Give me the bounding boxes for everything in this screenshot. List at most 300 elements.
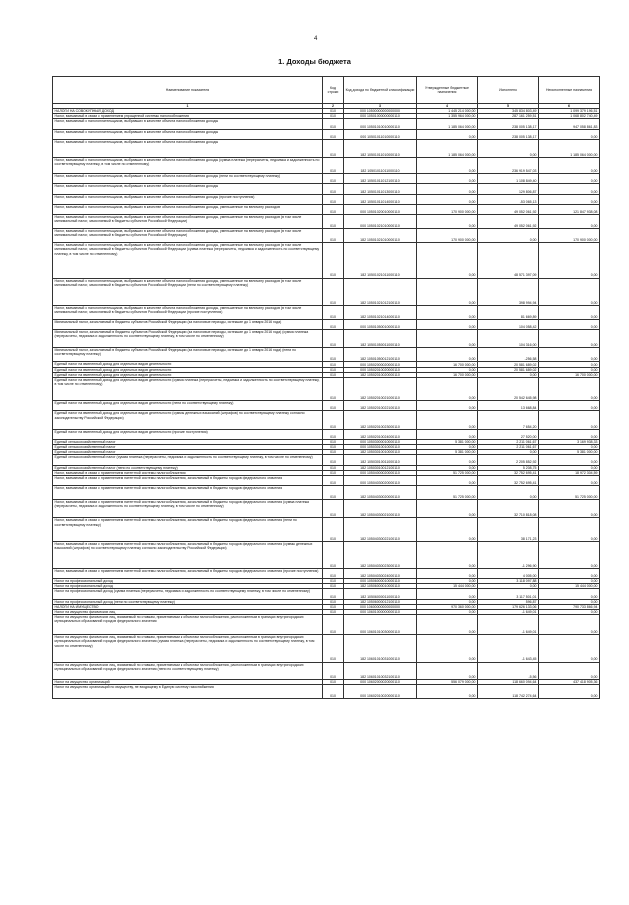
cell-unexecuted: 51 725 000,00 (539, 486, 600, 500)
cell-budget-code: 182 10506000012100110 (344, 599, 417, 604)
cell-line-code: 010 (323, 158, 344, 174)
cell-approved: 51 725 000,00 (417, 486, 478, 500)
cell-approved: 0,00 (417, 455, 478, 465)
table-row (53, 378, 600, 401)
cell-name: Налог, взимаемый в связи с применением патентной системы налогообложения (53, 470, 323, 475)
cell-approved: 1 445 214 000,00 (417, 109, 478, 114)
cell-line-code: 010 (323, 589, 344, 599)
cell-unexecuted: 0,00 (539, 278, 600, 305)
cell-unexecuted: 0,00 (539, 541, 600, 568)
cell-executed: 48 571 397,09 (478, 243, 539, 278)
col-header-code: Код строки (323, 77, 344, 104)
cell-unexecuted: 0,00 (539, 184, 600, 194)
cell-budget-code: 182 10501021012100110 (344, 278, 417, 305)
cell-name: Единый сельскохозяйственный налог (53, 450, 323, 455)
cell-executed: 5 208,75 (478, 465, 539, 470)
cell-approved: 970 360 000,00 (417, 604, 478, 609)
table-row (53, 174, 600, 184)
cell-executed: 0,00 (478, 450, 539, 455)
cell-executed: 32 752 695,41 (478, 470, 539, 475)
cell-unexecuted: 0,00 (539, 662, 600, 679)
cell-approved: 0,00 (417, 465, 478, 470)
cell-approved: 0,00 (417, 635, 478, 662)
cell-approved: 0,00 (417, 662, 478, 679)
cell-name: Минимальный налог, зачисляемый в бюджеты субъектов Российской Федерации (за налоговые периоды, истекшие до 1 января 2016 года) (пени по соответствующему платежу) (53, 348, 323, 362)
cell-budget-code: 000 10501000000000110 (344, 114, 417, 119)
table-row (53, 568, 600, 578)
cell-budget-code: 182 10501021011000110 (344, 243, 417, 278)
table-row (53, 214, 600, 228)
cell-executed: 3 117 501,01 (478, 589, 539, 599)
cell-line-code: 010 (323, 450, 344, 455)
cell-approved: 170 900 000,00 (417, 204, 478, 214)
cell-executed: -1 296,90 (478, 541, 539, 568)
cell-approved: 0,00 (417, 278, 478, 305)
cell-budget-code: 182 10601010032100110 (344, 662, 417, 679)
cell-line-code: 010 (323, 541, 344, 568)
cell-budget-code: 000 10503010010000110 (344, 444, 417, 449)
page-number: 4 (314, 36, 318, 42)
cell-budget-code: 182 10504030022100110 (344, 518, 417, 541)
cell-budget-code: 182 10502010021000110 (344, 378, 417, 401)
cell-executed: 27 520,00 (478, 429, 539, 439)
cell-executed: 13 668,84 (478, 401, 539, 411)
col-number: 4 (417, 104, 478, 109)
cell-unexecuted: 121 847 938,08 (539, 204, 600, 214)
cell-name: Минимальный налог, зачисляемый в бюджеты субъектов Российской Федерации (за налоговые периоды, истекшие до 1 января 2016 года) (53, 319, 323, 329)
table-body (53, 109, 600, 699)
cell-line-code: 010 (323, 243, 344, 278)
cell-line-code: 010 (323, 679, 344, 684)
cell-executed: 0,00 (478, 372, 539, 377)
cell-unexecuted: 1 185 064 000,00 (539, 139, 600, 157)
table-row (53, 455, 600, 465)
cell-unexecuted: 1 068 802 740,49 (539, 114, 600, 119)
cell-unexecuted: 0,00 (539, 305, 600, 319)
col-header-bcode: Код дохода по бюджетной классификации (344, 77, 417, 104)
cell-budget-code: 000 10504030020000110 (344, 475, 417, 485)
cell-name: Налог на имущество физических лиц (53, 609, 323, 614)
cell-budget-code: 182 10503010010000110 (344, 450, 417, 455)
cell-line-code: 010 (323, 204, 344, 214)
cell-name: Налог, взимаемый с налогоплательщиков, выбравших в качестве объекта налогообложения доходы, уменьшенные на величину расходов (53, 204, 323, 214)
cell-line-code: 010 (323, 470, 344, 475)
table-row (53, 158, 600, 174)
cell-line-code: 010 (323, 367, 344, 372)
cell-approved: 0,00 (417, 444, 478, 449)
cell-budget-code: 182 10506000010000110 (344, 584, 417, 589)
cell-executed: -1 643,45 (478, 635, 539, 662)
cell-budget-code: 182 10504030021000110 (344, 500, 417, 518)
cell-budget-code: 182 10504030024000110 (344, 568, 417, 578)
cell-name: Единый налог на вмененный доход для отдельных видов деятельности (пени по соответствующему платежу) (53, 401, 323, 411)
cell-name: Налог, взимаемый с налогоплательщиков, выбравших в качестве объекта налогообложения доходы, уменьшенные на величину расходов (в том числе минимальный налог, зачисляемый в бюджеты субъектов Российской Федерации (прочие поступления) (53, 305, 323, 319)
cell-name: Налог на профессиональный доход (53, 584, 323, 589)
col-number: 3 (344, 104, 417, 109)
cell-budget-code: 000 10501010010000110 (344, 119, 417, 129)
cell-unexecuted: 0,00 (539, 378, 600, 401)
cell-name: Единый налог на вмененный доход для отдельных видов деятельности (суммы денежных взысканий (штрафов) по соответствующему платежу согласно законодательству Российской Федерации) (53, 411, 323, 429)
cell-unexecuted: 0,00 (539, 518, 600, 541)
cell-executed: 345 834 803,49 (478, 109, 539, 114)
cell-budget-code: 182 10501011013000110 (344, 184, 417, 194)
cell-budget-code: 182 10502010023000110 (344, 411, 417, 429)
cell-unexecuted: 0,00 (539, 429, 600, 439)
cell-name: Налог, взимаемый с налогоплательщиков, выбравших в качестве объекта налогообложения доходы (пени по соответствующему платежу) (53, 174, 323, 184)
table-row (53, 541, 600, 568)
cell-unexecuted: 0,00 (539, 214, 600, 228)
cell-line-code: 010 (323, 429, 344, 439)
cell-unexecuted: 0,00 (539, 500, 600, 518)
cell-name: Налог, взимаемый с налогоплательщиков, выбравших в качестве объекта налогообложения доходы (53, 139, 323, 157)
cell-executed: 398 994,94 (478, 278, 539, 305)
cell-executed: 3 118 097,88 (478, 579, 539, 584)
cell-executed: 7 654,20 (478, 411, 539, 429)
cell-approved: 170 900 000,00 (417, 229, 478, 243)
col-number: 2 (323, 104, 344, 109)
cell-executed: 38 171,23 (478, 518, 539, 541)
cell-budget-code: 182 10502010020000110 (344, 372, 417, 377)
cell-line-code: 010 (323, 319, 344, 329)
cell-line-code: 010 (323, 615, 344, 635)
cell-unexecuted: 0,00 (539, 579, 600, 584)
cell-unexecuted: 1 099 379 196,51 (539, 109, 600, 114)
cell-executed: 2 211 061,67 (478, 439, 539, 444)
cell-line-code: 010 (323, 475, 344, 485)
cell-line-code: 010 (323, 214, 344, 228)
cell-name: Единый сельскохозяйственный налог (сумма платежа (перерасчеты, недоимка и задолженность по соответствующему платежу, в том числе по отмененному) (53, 455, 323, 465)
cell-unexecuted: 0,00 (539, 362, 600, 367)
table-row (53, 139, 600, 157)
cell-budget-code: 000 10501050010000110 (344, 319, 417, 329)
cell-approved: 0,00 (417, 243, 478, 278)
cell-name: Налог, взимаемый в связи с применением патентной системы налогообложения, зачисляемый в бюджеты городов федерального значения (пени по соответствующему платежу) (53, 518, 323, 541)
cell-unexecuted: 15 444 000,00 (539, 584, 600, 589)
cell-approved: 0,00 (417, 378, 478, 401)
col-number: 1 (53, 104, 323, 109)
cell-name: Налог, взимаемый в связи с применением патентной системы налогообложения, зачисляемый в бюджеты городов федерального значения (сумма платежа (перерасчеты, недоимка и задолженность по соответствующему платежу, в том числе по отмененному) (53, 500, 323, 518)
cell-executed: 118 742 274,64 (478, 684, 539, 698)
cell-line-code: 010 (323, 139, 344, 157)
cell-unexecuted: 0,00 (539, 475, 600, 485)
cell-name: Налог, взимаемый в связи с применением патентной системы налогообложения, зачисляемый в бюджеты городов федерального значения (прочие поступления) (53, 568, 323, 578)
cell-name: Налог, взимаемый в связи с применением упрощенной системы налогообложения (53, 114, 323, 119)
cell-line-code: 010 (323, 194, 344, 204)
col-header-executed: Исполнено (478, 77, 539, 104)
cell-name: Налог, взимаемый с налогоплательщиков, выбравших в качестве объекта налогообложения доходы (53, 184, 323, 194)
cell-approved: 15 444 000,00 (417, 584, 478, 589)
cell-name: Налог на профессиональный доход (пени по соответствующему платежу) (53, 599, 323, 604)
cell-unexecuted: 0,00 (539, 589, 600, 599)
cell-unexecuted: 18 972 304,59 (539, 470, 600, 475)
cell-approved: 0,00 (417, 305, 478, 319)
cell-unexecuted: 0,00 (539, 367, 600, 372)
cell-executed: 129 806,87 (478, 184, 539, 194)
cell-line-code: 010 (323, 109, 344, 114)
cell-approved: 1 185 064 000,00 (417, 119, 478, 129)
cell-budget-code: 182 10502010024000110 (344, 429, 417, 439)
cell-executed: 81 669,89 (478, 305, 539, 319)
cell-executed: 596,87 (478, 599, 539, 604)
cell-budget-code: 182 10501050012100110 (344, 348, 417, 362)
table-row (53, 486, 600, 500)
cell-approved: 0,00 (417, 129, 478, 139)
table-row (53, 278, 600, 305)
cell-unexecuted: 0,00 (539, 609, 600, 614)
cell-line-code: 010 (323, 439, 344, 444)
cell-name: Налог, взимаемый с налогоплательщиков, выбравших в качестве объекта налогообложения доходы, уменьшенные на величину расходов (в том числе минимальный налог, зачисляемый в бюджеты субъектов Российской Федерации (сумма платежа (перерасчеты, недоимка и задолженность по соответствующему платежу, в том числе по отмененному) (53, 243, 323, 278)
cell-executed: 238 005 138,17 (478, 119, 539, 129)
cell-budget-code: 182 10501011011000110 (344, 158, 417, 174)
cell-budget-code: 000 10501020010000110 (344, 204, 417, 214)
cell-approved: 0,00 (417, 330, 478, 348)
table-row (53, 518, 600, 541)
table-row (53, 319, 600, 329)
cell-budget-code: 182 10501050011000110 (344, 330, 417, 348)
cell-line-code: 010 (323, 378, 344, 401)
col-number: 6 (539, 104, 600, 109)
cell-name: Налог, взимаемый с налогоплательщиков, выбравших в качестве объекта налогообложения доходы, уменьшенные на величину расходов (в том числе минимальный налог, зачисляемый в бюджеты субъектов Российской Федерации) (53, 214, 323, 228)
cell-budget-code: 000 10503000010000110 (344, 439, 417, 444)
cell-budget-code: 000 10600000000000000 (344, 604, 417, 609)
cell-approved: 0,00 (417, 367, 478, 372)
cell-executed: 236 919 547,03 (478, 158, 539, 174)
cell-line-code: 010 (323, 348, 344, 362)
cell-approved: 0,00 (417, 475, 478, 485)
cell-unexecuted: 0,00 (539, 174, 600, 184)
cell-executed: 20 581 689,02 (478, 367, 539, 372)
cell-line-code: 010 (323, 444, 344, 449)
cell-approved: 0,00 (417, 174, 478, 184)
cell-name: Налог, взимаемый с налогоплательщиков, выбравших в качестве объекта налогообложения доходы (53, 129, 323, 139)
cell-executed: -256,58 (478, 348, 539, 362)
cell-unexecuted: 0,00 (539, 599, 600, 604)
table-row (53, 589, 600, 599)
cell-line-code: 010 (323, 465, 344, 470)
cell-approved: 0,00 (417, 518, 478, 541)
cell-executed: 2 211 061,67 (478, 444, 539, 449)
cell-unexecuted: 170 900 000,00 (539, 229, 600, 243)
cell-line-code: 010 (323, 684, 344, 698)
cell-unexecuted: 0,00 (539, 330, 600, 348)
cell-unexecuted: 790 733 866,94 (539, 604, 600, 609)
table-row (53, 429, 600, 439)
cell-budget-code: 182 10504030023000110 (344, 541, 417, 568)
cell-name: Налог на имущество организаций (53, 679, 323, 684)
cell-approved: 0,00 (417, 401, 478, 411)
table-row (53, 119, 600, 129)
cell-line-code: 010 (323, 568, 344, 578)
cell-name: НАЛОГИ НА СОВОКУПНЫЙ ДОХОД (53, 109, 323, 114)
cell-name: Налог, взимаемый в связи с применением патентной системы налогообложения, зачисляемый в бюджеты городов федерального значения (суммы денежных взысканий (штрафов) по соответствующему платежу согласно законодательству Российской Федерации) (53, 541, 323, 568)
cell-executed: 20 581 689,02 (478, 362, 539, 367)
cell-line-code: 010 (323, 184, 344, 194)
table-row (53, 401, 600, 411)
cell-name: Налог, взимаемый в связи с применением патентной системы налогообложения, зачисляемый в бюджеты городов федерального значения (53, 486, 323, 500)
cell-line-code: 010 (323, 604, 344, 609)
cell-executed: 0,00 (478, 139, 539, 157)
cell-executed: 20 542 645,98 (478, 378, 539, 401)
cell-name: Налог, взимаемый с налогоплательщиков, выбравших в качестве объекта налогообложения доходы, уменьшенные на величину расходов (в том числе минимальный налог, зачисляемый в бюджеты субъектов Российской Федерации) (53, 229, 323, 243)
cell-line-code: 010 (323, 455, 344, 465)
cell-name: Единый налог на вмененный доход для отдельных видов деятельности (53, 367, 323, 372)
cell-name: Минимальный налог, зачисляемый в бюджеты субъектов Российской Федерации (за налоговые периоды, истекшие до 1 января 2016 года) (сумма платежа (перерасчеты, недоимка и задолженность по соответствующему платежу, в том числе по отмененному) (53, 330, 323, 348)
table-row (53, 635, 600, 662)
table-row (53, 184, 600, 194)
cell-approved: 0,00 (417, 348, 478, 362)
cell-executed: -53 065,13 (478, 194, 539, 204)
table-row (53, 662, 600, 679)
cell-budget-code: 000 10501011010000110 (344, 129, 417, 139)
cell-name: Налог, взимаемый в связи с применением патентной системы налогообложения, зачисляемый в бюджеты городов федерального значения (53, 475, 323, 485)
cell-approved: 0,00 (417, 429, 478, 439)
col-header-name: Наименование показателя (53, 77, 323, 104)
cell-unexecuted: 0,00 (539, 158, 600, 174)
cell-unexecuted: 0,00 (539, 615, 600, 635)
cell-line-code: 010 (323, 411, 344, 429)
cell-approved: 0,00 (417, 319, 478, 329)
col-header-approved: Утвержденные бюджетные назначения (417, 77, 478, 104)
cell-unexecuted: 0,00 (539, 411, 600, 429)
document-title: 1. Доходы бюджета (278, 57, 351, 66)
cell-budget-code: 182 10501021014000110 (344, 305, 417, 319)
cell-unexecuted: 16 700 000,00 (539, 372, 600, 377)
table-row (53, 330, 600, 348)
cell-budget-code: 182 10503010011000110 (344, 455, 417, 465)
cell-unexecuted: 0,00 (539, 401, 600, 411)
cell-executed: 0,00 (478, 584, 539, 589)
cell-line-code: 010 (323, 119, 344, 129)
cell-line-code: 010 (323, 229, 344, 243)
cell-line-code: 010 (323, 662, 344, 679)
cell-budget-code: 182 10504030020000110 (344, 486, 417, 500)
cell-name: Налог, взимаемый с налогоплательщиков, выбравших в качестве объекта налогообложения доходы, уменьшенные на величину расходов (в том числе минимальный налог, зачисляемый в бюджеты субъектов Российской Федерации (пени по соответствующему платежу) (53, 278, 323, 305)
cell-unexecuted: 0,00 (539, 684, 600, 698)
table-row (53, 229, 600, 243)
cell-approved: 0,00 (417, 684, 478, 698)
cell-budget-code: 182 10503010012100110 (344, 465, 417, 470)
cell-name: Единый сельскохозяйственный налог (53, 439, 323, 444)
cell-line-code: 010 (323, 500, 344, 518)
cell-approved: 0,00 (417, 568, 478, 578)
cell-line-code: 010 (323, 599, 344, 604)
cell-approved: 0,00 (417, 158, 478, 174)
cell-name: Единый сельскохозяйственный налог (53, 444, 323, 449)
cell-unexecuted: 0,00 (539, 243, 600, 278)
cell-line-code: 010 (323, 579, 344, 584)
cell-executed: 49 052 061,92 (478, 204, 539, 214)
cell-line-code: 010 (323, 486, 344, 500)
cell-name: Налог, взимаемый с налогоплательщиков, выбравших в качестве объекта налогообложения доходы (53, 119, 323, 129)
cell-executed: 104 316,00 (478, 330, 539, 348)
cell-executed: 1 108 849,40 (478, 174, 539, 184)
cell-approved: 16 700 000,00 (417, 372, 478, 377)
cell-unexecuted: 3 169 938,33 (539, 439, 600, 444)
cell-budget-code: 000 10500000000000000 (344, 109, 417, 114)
cell-name: Единый налог на вмененный доход для отдельных видов деятельности (53, 372, 323, 377)
col-header-unexecuted: Неисполненные назначения (539, 77, 600, 104)
cell-budget-code: 000 10601000000000110 (344, 609, 417, 614)
cell-unexecuted: 0,00 (539, 444, 600, 449)
cell-name: Налог на профессиональный доход (сумма платежа (перерасчеты, недоимка и задолженность по соответствующему платежу, в том числе по отмененному) (53, 589, 323, 599)
cell-budget-code: 000 10504000020000110 (344, 470, 417, 475)
table-row (53, 194, 600, 204)
cell-budget-code: 000 10602010020000110 (344, 684, 417, 698)
table-row (53, 348, 600, 362)
cell-line-code: 010 (323, 278, 344, 305)
cell-budget-code: 182 10501011014000110 (344, 194, 417, 204)
table-row (53, 684, 600, 698)
cell-name: Налог на имущество физических лиц, взимаемый по ставкам, применяемым к объектам налогообложения, расположенным в границах внутригородских муниципальных образований городов федерального значения (пени по соответствующему платежу) (53, 662, 323, 679)
cell-approved: 5 381 000,00 (417, 439, 478, 444)
budget-revenue-table (52, 76, 600, 699)
cell-budget-code: 000 10502000020000110 (344, 362, 417, 367)
cell-approved: 51 725 000,00 (417, 470, 478, 475)
cell-budget-code: 000 10506000010000110 (344, 579, 417, 584)
cell-line-code: 010 (323, 609, 344, 614)
table-row (53, 615, 600, 635)
cell-approved: 1 355 964 000,00 (417, 114, 478, 119)
table-header-row (53, 77, 600, 104)
cell-unexecuted: 0,00 (539, 465, 600, 470)
cell-name: Налог на профессиональный доход (53, 579, 323, 584)
cell-line-code: 010 (323, 330, 344, 348)
cell-budget-code: 182 10502010022100110 (344, 401, 417, 411)
cell-approved: 0,00 (417, 615, 478, 635)
cell-executed: 238 005 138,17 (478, 129, 539, 139)
cell-executed: 104 058,42 (478, 319, 539, 329)
cell-approved: 1 185 064 000,00 (417, 139, 478, 157)
cell-unexecuted: 0,00 (539, 568, 600, 578)
cell-line-code: 010 (323, 305, 344, 319)
cell-budget-code: 182 10501021010000110 (344, 229, 417, 243)
cell-unexecuted: 0,00 (539, 455, 600, 465)
cell-line-code: 010 (323, 518, 344, 541)
cell-line-code: 010 (323, 401, 344, 411)
cell-name: Единый налог на вмененный доход для отдельных видов деятельности (прочие поступления) (53, 429, 323, 439)
cell-line-code: 010 (323, 174, 344, 184)
cell-line-code: 010 (323, 114, 344, 119)
cell-executed: 179 626 133,06 (478, 604, 539, 609)
cell-budget-code: 182 10501011010000110 (344, 139, 417, 157)
cell-name: НАЛОГИ НА ИМУЩЕСТВО (53, 604, 323, 609)
cell-unexecuted: 5 381 000,00 (539, 450, 600, 455)
cell-name: Налог на имущество физических лиц, взимаемый по ставкам, применяемым к объектам налогообложения, расположенным в границах внутригородских муниципальных образований городов федерального значения (сумма платежа (перерасчеты, недоимка и задолженность по соответствующему платежу, в том числе по отмененному) (53, 635, 323, 662)
cell-executed: 2 205 852,92 (478, 455, 539, 465)
cell-line-code: 010 (323, 635, 344, 662)
table-row (53, 129, 600, 139)
cell-approved: 0,00 (417, 579, 478, 584)
cell-name: Налог, взимаемый с налогоплательщиков, выбравших в качестве объекта налогообложения доходы (сумма платежа (перерасчеты, недоимка и задолженность по соответствующему платежу, в том числе по отмененному) (53, 158, 323, 174)
cell-name: Налог на имущество физических лиц, взимаемый по ставкам, применяемым к объектам налогообложения, расположенным в границах внутригородских муниципальных образований городов федерального значения (53, 615, 323, 635)
cell-approved: 0,00 (417, 194, 478, 204)
cell-budget-code: 000 10501021010000110 (344, 214, 417, 228)
cell-name: Налог, взимаемый с налогоплательщиков, выбравших в качестве объекта налогообложения доходы (прочие поступления) (53, 194, 323, 204)
table-row (53, 305, 600, 319)
cell-unexecuted: 437 418 905,36 (539, 679, 600, 684)
cell-approved: 5 381 000,00 (417, 450, 478, 455)
cell-unexecuted: 0,00 (539, 635, 600, 662)
cell-approved: 0,00 (417, 184, 478, 194)
table-row (53, 500, 600, 518)
cell-executed: 4 005,00 (478, 568, 539, 578)
cell-executed: 32 710 818,08 (478, 500, 539, 518)
cell-budget-code: 000 10601010030000110 (344, 615, 417, 635)
cell-approved: 0,00 (417, 589, 478, 599)
cell-line-code: 010 (323, 584, 344, 589)
cell-budget-code: 182 10601010031000110 (344, 635, 417, 662)
cell-line-code: 010 (323, 129, 344, 139)
